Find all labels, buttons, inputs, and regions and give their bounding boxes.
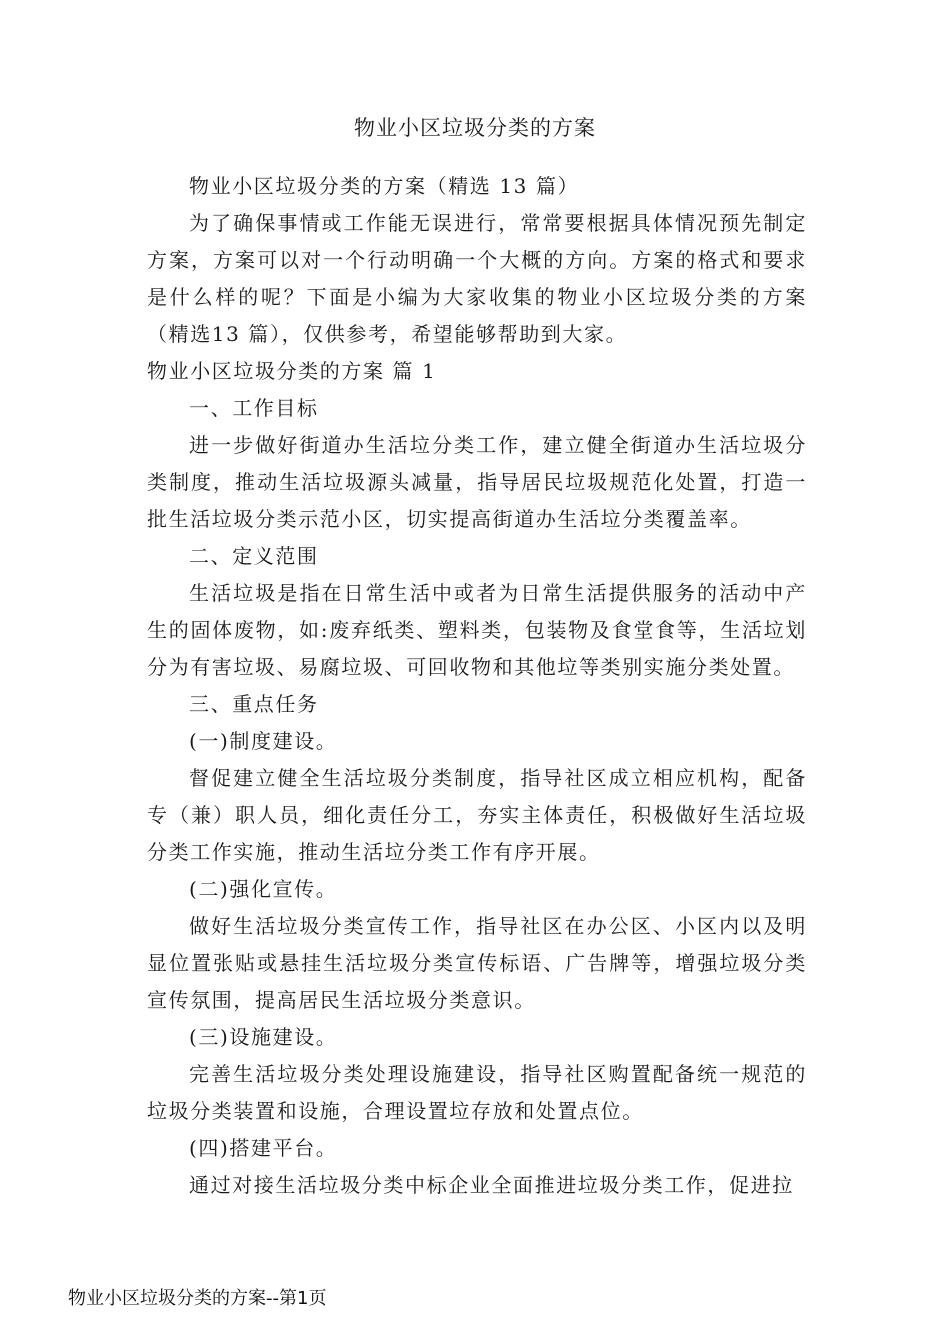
document-body [147, 168, 807, 1204]
heading-key-tasks: 三、重点任务 [189, 692, 319, 716]
paragraph-work-goals: 进一步做好街道办生活垃分类工作，建立健全街道办生活垃圾分类制度，推动生活垃圾源头减量，指导居民垃圾规范化处置，打造一批生活垃圾分类示范小区，切实提高街道办生活垃分类覆盖率。 [147, 433, 807, 531]
document-subtitle: 物业小区垃圾分类的方案（精选 13 篇） [189, 174, 580, 198]
paragraph-publicity: 做好生活垃圾分类宣传工作，指导社区在办公区、小区内以及明显位置张贴或悬挂生活垃圾分类宣传标语、广告牌等，增强垃圾分类宣传氛围，提高居民生活垃圾分类意识。 [147, 914, 807, 1012]
page-footer: 物业小区垃圾分类的方案--第1页 [68, 1288, 327, 1309]
paragraph-system-building: 督促建立健全生活垃圾分类制度，指导社区成立相应机构，配备专（兼）职人员，细化责任分工，夯实主体责任，积极做好生活垃圾分类工作实施，推动生活垃分类工作有序开展。 [147, 766, 807, 864]
subheading-publicity: (二)强化宣传。 [189, 877, 338, 901]
document-title: 物业小区垃圾分类的方案 [354, 116, 596, 140]
paragraph-platform: 通过对接生活垃圾分类中标企业全面推进垃圾分类工作，促进拉 [189, 1173, 794, 1197]
subheading-system-building: (一)制度建设。 [189, 729, 338, 753]
paragraph-facilities: 完善生活垃圾分类处理设施建设，指导社区购置配备统一规范的垃圾分类装置和设施，合理设置垃存放和处置点位。 [147, 1062, 807, 1123]
subheading-facilities: (三)设施建设。 [189, 1025, 338, 1049]
intro-paragraph: 为了确保事情或工作能无误进行，常常要根据具体情况预先制定方案，方案可以对一个行动明确一个大概的方向。方案的格式和要求是什么样的呢？下面是小编为大家收集的物业小区垃圾分类的方案（精选13 篇），仅供参考，希望能够帮助到大家。 [147, 211, 807, 346]
section-heading: 物业小区垃圾分类的方案 篇 1 [147, 359, 437, 383]
heading-definition-scope: 二、定义范围 [189, 544, 319, 568]
heading-work-goals: 一、工作目标 [189, 396, 319, 420]
paragraph-definition-scope: 生活垃圾是指在日常生活中或者为日常生活提供服务的活动中产生的固体废物，如:废弃纸类、塑料类，包装物及食堂食等，生活垃划分为有害垃圾、易腐垃圾、可回收物和其他垃等类别实施分类处置。 [147, 581, 807, 679]
subheading-platform: (四)搭建平台。 [189, 1136, 338, 1160]
